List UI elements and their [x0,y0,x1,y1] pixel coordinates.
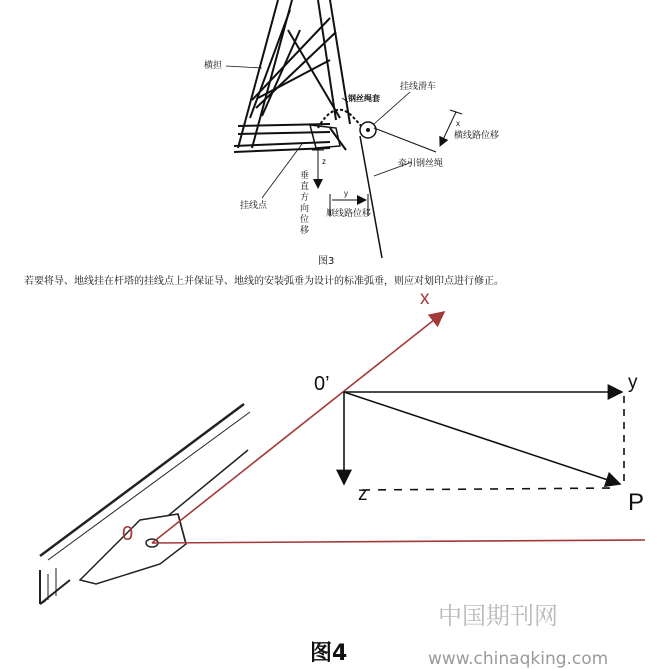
figure-4 [40,288,645,669]
svg-text:方: 方 [300,193,310,203]
label-crossarm: 横担 [204,61,223,71]
label-attach-point: 挂线点 [240,201,268,211]
svg-text:移: 移 [300,226,310,236]
label-z: z [358,484,368,505]
svg-text:垂: 垂 [300,171,310,181]
svg-text:位: 位 [300,215,310,225]
label-x-axis: x [456,119,460,128]
op-vector [344,392,620,484]
label-wire-rope-sleeve: 钢丝绳套 [348,94,380,103]
figure-3 [204,0,499,267]
label-vertical-displacement [300,169,309,236]
label-p: P [628,489,645,516]
leader-crossarm [226,66,262,68]
label-origin-prime: 0’ [314,373,330,395]
label-traction-rope: 牵引钢丝绳 [398,159,444,169]
label-pulley: 挂线滑车 [400,82,437,92]
watermark-url: www.chinaqking.com [428,649,609,669]
traction-rope-line [360,136,382,258]
horizontal-line-red [152,540,645,543]
figure-3-caption: 图3 [318,256,335,267]
label-y-axis: y [344,189,348,198]
x-axis-line-red [152,312,444,543]
leader-attach-point [262,144,302,198]
watermark-chinese: 中国期刊网 [438,602,558,630]
description-text: 若要将导、地线挂在杆塔的挂线点上并保证导、地线的安装弧垂为设计的标准弧垂，则应对划印点进行修正。 [24,276,504,287]
z-projection-dashed [362,488,616,490]
svg-text:直: 直 [300,182,310,192]
label-z-axis: z [322,157,326,166]
svg-text:向: 向 [300,204,310,214]
label-along-displacement: 顺线路位移 [326,209,372,219]
label-transverse-displacement: 横线路位移 [454,131,500,141]
label-origin: 0 [122,523,134,545]
label-y: y [628,372,638,393]
tower-frame [234,0,350,152]
crossarm-beam [40,404,250,604]
figure-4-caption: 图4 [310,641,348,666]
label-x: x [420,288,430,309]
